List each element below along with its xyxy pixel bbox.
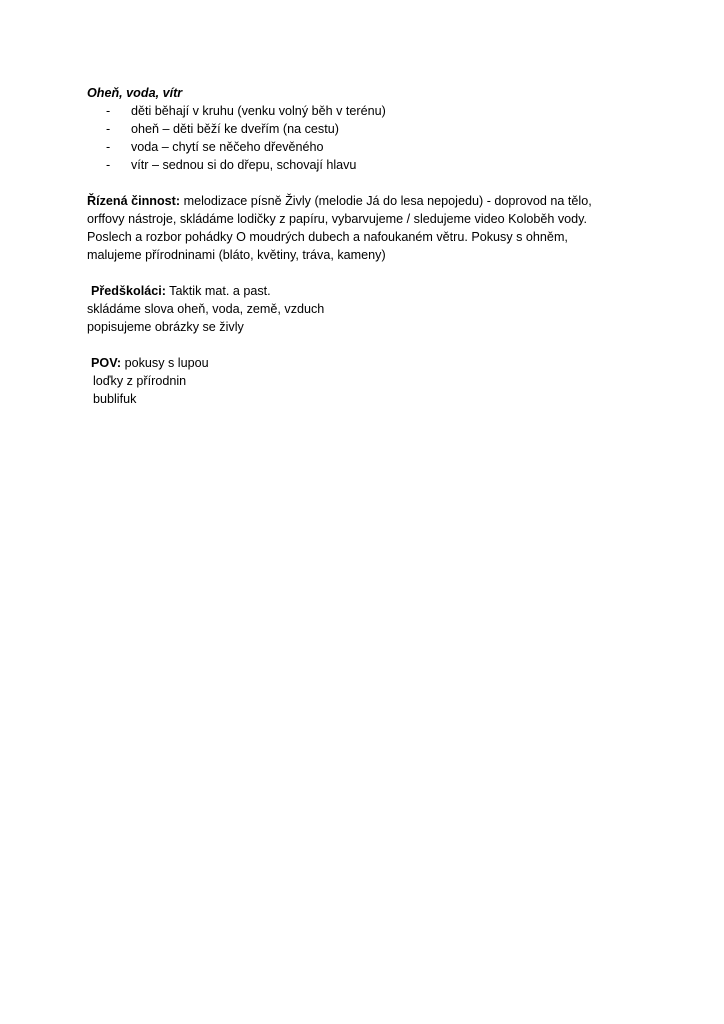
list-bullet: - [106, 158, 111, 172]
paragraph-line: bublifuk [93, 392, 137, 406]
list-item [87, 156, 647, 174]
paragraph-text: melodizace písně Živly (melodie Já do lesa nepojedu) - doprovod na tělo, [180, 194, 592, 208]
paragraph-text: Taktik mat. a past. [165, 284, 271, 298]
paragraph-line [87, 192, 647, 210]
rizena-cinnost-paragraph [87, 192, 647, 264]
spacer [87, 264, 647, 282]
spacer [87, 174, 647, 192]
list-item [87, 120, 647, 138]
activity-list [87, 102, 647, 174]
paragraph-line: malujeme přírodninami (bláto, květiny, tráva, kameny) [87, 248, 386, 262]
list-item [87, 102, 647, 120]
paragraph-line: loďky z přírodnin [93, 374, 187, 388]
list-item-text: vítr – sednou si do dřepu, schovají hlavu [131, 158, 357, 172]
paragraph-line: orffovy nástroje, skládáme lodičky z papíru, vybarvujeme / sledujeme video Koloběh vody. [87, 212, 588, 226]
section-title-ohen-voda-vitr: Oheň, voda, vítr [87, 86, 183, 100]
list-item-text: voda – chytí se něčeho dřevěného [131, 140, 324, 154]
list-bullet: - [106, 122, 111, 136]
paragraph-line: Poslech a rozbor pohádky O moudrých dubech a nafoukaném větru. Pokusy s ohněm, [87, 230, 568, 244]
paragraph-line: popisujeme obrázky se živly [87, 320, 244, 334]
predskolaci-label: Předškoláci: [91, 284, 166, 298]
document-content [87, 84, 647, 408]
paragraph-line: skládáme slova oheň, voda, země, vzduch [87, 302, 325, 316]
predskolaci-paragraph [87, 282, 647, 336]
list-bullet: - [106, 104, 111, 118]
list-item [87, 138, 647, 156]
spacer [87, 336, 647, 354]
paragraph-line [87, 282, 647, 300]
list-bullet: - [106, 140, 111, 154]
pov-label: POV: [91, 356, 122, 370]
list-item-text: oheň – děti běží ke dveřím (na cestu) [131, 122, 339, 136]
paragraph-line [87, 354, 647, 372]
rizena-cinnost-label: Řízená činnost: [87, 194, 181, 208]
list-item-text: děti běhají v kruhu (venku volný běh v terénu) [131, 104, 386, 118]
paragraph-text: pokusy s lupou [121, 356, 209, 370]
pov-paragraph [87, 354, 647, 408]
